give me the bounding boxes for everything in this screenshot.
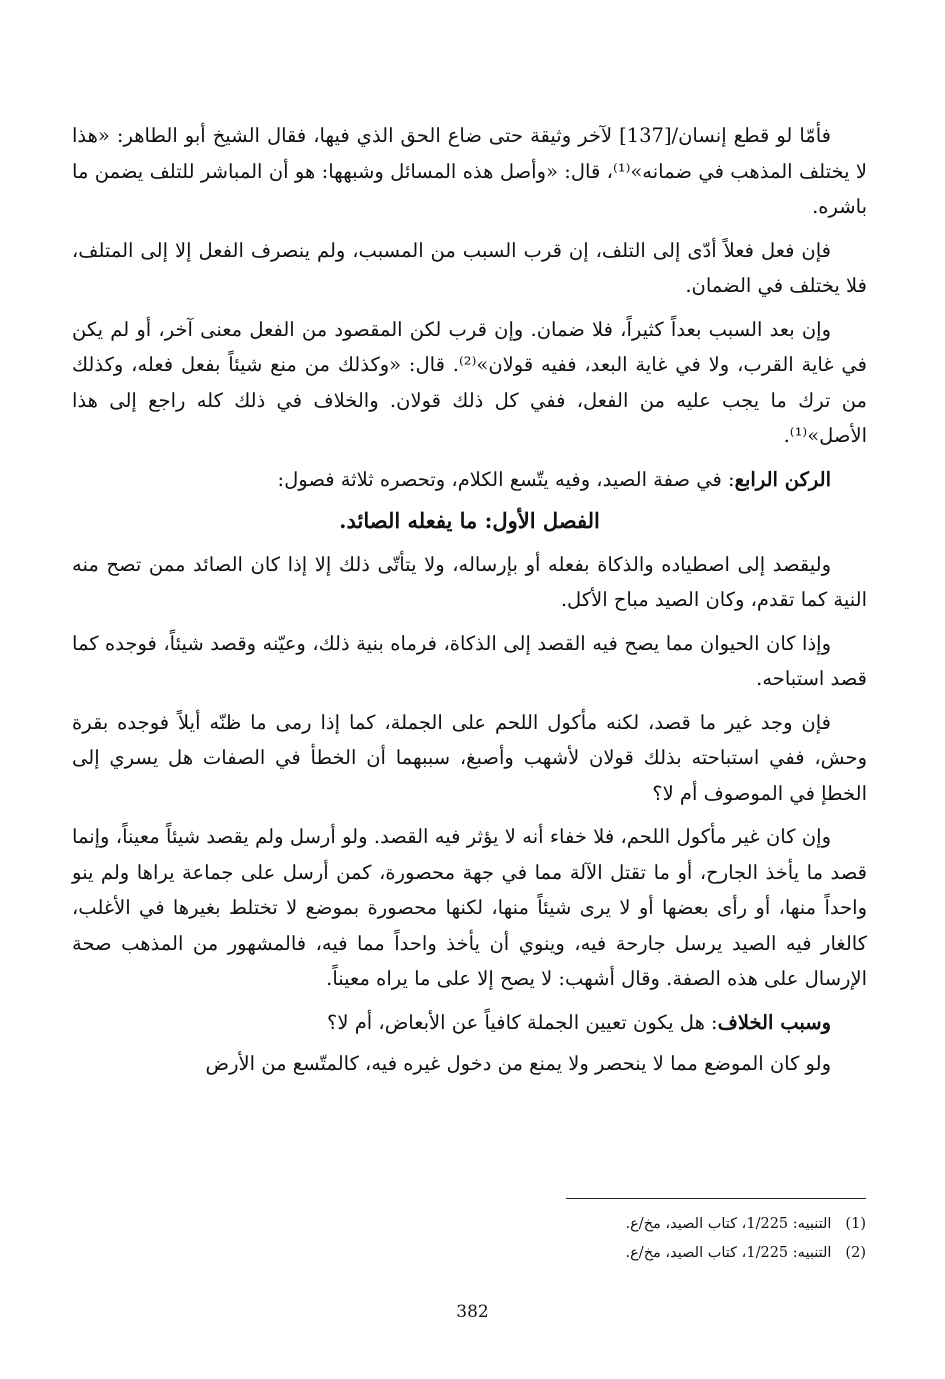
footnote-text: التنبيه: 1/225، كتاب الصيد، مخ/ع.: [625, 1245, 832, 1261]
paragraph-7: فإن وجد غير ما قصد، لكنه مأكول اللحم على الجملة، كما إذا رمى ما ظنّه أيلاً فوجده بقرة وحش، ففي استباحته بذلك قولان لأشهب وأصبغ، سببهما أن الخطأ في الصفات هل يسري إلى الخطإ في الموصوف أم لا؟: [72, 710, 867, 805]
dispute-label: وسبب الخلاف: [717, 1010, 831, 1034]
main-text: [72, 118, 867, 1090]
paragraph-3: وإن بعد السبب بعداً كثيراً، فلا ضمان. وإن قرب لكن المقصود من الفعل معنى آخر، أو لم يكن في غاية القرب، ولا في غاية البعد، ففيه قولان»⁽²⁾. قال: «وكذلك من منع شيئاً بفعل فعله، وكذلك من ترك ما يجب عليه من الفعل، ففي كل ذلك قولان. والخلاف في ذلك كله راجع إلى هذا الأصل»⁽¹⁾.: [72, 317, 867, 447]
dispute-text: : هل يكون تعيين الجملة كافياً عن الأبعاض، أم لا؟: [327, 1010, 718, 1034]
paragraph-1: فأمّا لو قطع إنسان/[137] لآخر وثيقة حتى ضاع الحق الذي فيها، فقال الشيخ أبو الطاهر: «هذا لا يختلف المذهب في ضمانه»⁽¹⁾، قال: «وأصل هذه المسائل وشبهها: هو أن المباشر للتلف يضمن ما باشره.: [72, 124, 867, 218]
paragraph-2: فإن فعل فعلاً أدّى إلى التلف، إن قرب السبب من المسبب، ولم ينصرف الفعل إلا إلى المتلف، فلا يختلف في الضمان.: [72, 238, 867, 297]
footnote: [500, 1239, 866, 1268]
footnotes: [500, 1210, 866, 1268]
section-heading: الفصل الأول: ما يفعله الصائد.: [339, 508, 600, 533]
paragraph-4: [72, 462, 867, 498]
footnote-number: (2): [845, 1245, 866, 1261]
paragraph-6: وإذا كان الحيوان مما يصح فيه القصد إلى الذكاة، فرماه بنية ذلك، وعيّنه وقصد شيئاً، فوجده كما قصد استباحه.: [72, 631, 867, 690]
paragraph-5: وليقصد إلى اصطياده والذكاة بفعله أو بإرساله، ولا يتأتّى ذلك إلا إذا كان الصائد ممن تصح منه النية كما تقدم، وكان الصيد مباح الأكل.: [72, 552, 867, 611]
footnote-divider: [566, 1198, 866, 1199]
footnote-text: التنبيه: 1/225، كتاب الصيد، مخ/ع.: [625, 1216, 832, 1232]
footnote: [500, 1210, 866, 1239]
footnote-number: (1): [845, 1216, 866, 1232]
page-number: 382: [456, 1302, 489, 1322]
pillar-label: الركن الرابع: [734, 467, 831, 491]
pillar-text: : في صفة الصيد، وفيه يتّسع الكلام، وتحصره ثلاثة فصول:: [277, 467, 735, 491]
paragraph-9: [72, 1005, 867, 1041]
paragraph-10: ولو كان الموضع مما لا ينحصر ولا يمنع من دخول غيره فيه، كالمتّسع من الأرض: [205, 1052, 831, 1075]
paragraph-8: وإن كان غير مأكول اللحم، فلا خفاء أنه لا يؤثر فيه القصد. ولو أرسل ولم يقصد شيئاً معيناً، وإنما قصد ما يأخذ الجارح، أو ما تقتل الآلة مما في جهة محصورة، كمن أرسل على جماعة يراها ولم ينو واحداً منها، أو رأى بعضها أو لا يرى شيئاً منها، لكنها محصورة بموضع لا تختلط بغيرها في الأغلب، كالغار فيه الصيد يرسل جارحة فيه، وينوي أن يأخذ واحداً مما فيه، فالمشهور من المذهب صحة الإرسال على هذه الصفة. وقال أشهب: لا يصح إلا على ما يراه معيناً.: [72, 825, 867, 990]
